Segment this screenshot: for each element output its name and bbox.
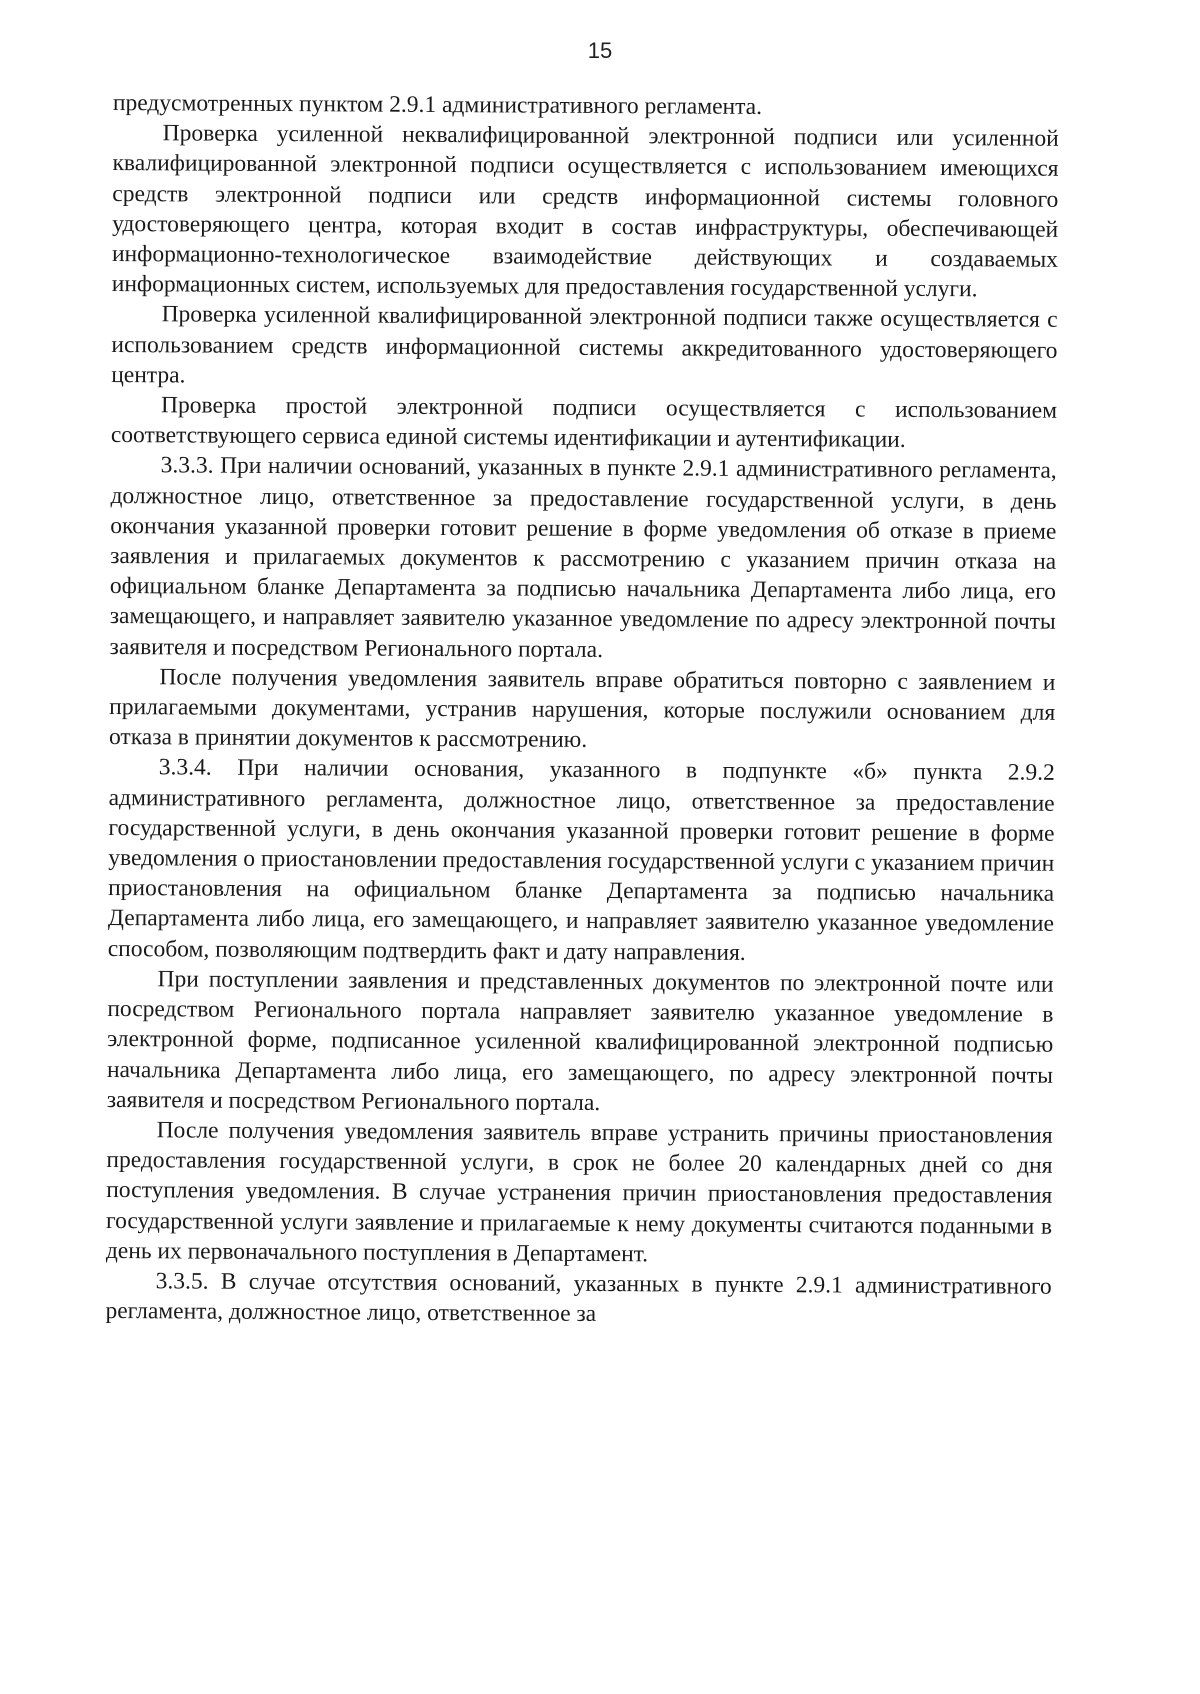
paragraph-3-3-3: 3.3.3. При наличии оснований, указанных в пункте 2.9.1 административного регламента, должностное лицо, ответственное за предоставление государственной услуги, в день окончания указанной проверки готовит решение в форме уведомления об отказе в приеме заявления и прилагаемых документов к рассмотрению с указанием причин отказа на официальном бланке Департамента за подписью начальника Департамента либо лица, его замещающего, и направляет заявителю указанное уведомление по адресу электронной почты заявителя и посредством Регионального портала.: [109, 452, 1057, 663]
paragraph-simple-signature-check: Проверка простой электронной подписи осуществляется с использованием соответствующего сервиса единой системы идентификации и аутентификации.: [110, 392, 1058, 454]
paragraph-electronic-notice: При поступлении заявления и представленных документов по электронной почте или посредством Регионального портала направляет заявителю указанное уведомление в электронной форме, подписанное усиленной квалифицированной электронной подписью начальника Департамента либо лица, его замещающего, по адресу электронной почты заявителя и посредством Регионального портала.: [106, 966, 1054, 1116]
document-body: [105, 88, 1059, 1332]
paragraph-after-refusal-notice: После получения уведомления заявитель вправе обратиться повторно с заявлением и прилагаемыми документами, устранив нарушения, которые послужили основанием для отказа в принятии документов к рассмотрению.: [108, 664, 1056, 754]
paragraph-3-3-5: 3.3.5. В случае отсутствия оснований, указанных в пункте 2.9.1 административного регламента, должностное лицо, ответственное за: [105, 1268, 1052, 1328]
paragraph-3-3-4: 3.3.4. При наличии основания, указанного в подпункте «б» пункта 2.9.2 административного регламента, должностное лицо, ответственное за предоставление государственной услуги, в день окончания указанной проверки готовит решение в форме уведомления о приостановлении предоставления государственной услуги с указанием причин приостановления на официальном бланке Департамента за подписью начальника Департамента либо лица, его замещающего, и направляет заявителю указанное уведомление способом, позволяющим подтвердить факт и дату направления.: [107, 754, 1055, 966]
paragraph-qualified-signature-check: Проверка усиленной квалифицированной электронной подписи также осуществляется с использованием средств информационной системы аккредитованного удостоверяющего центра.: [111, 301, 1058, 389]
paragraph-after-suspension-notice: После получения уведомления заявитель вправе устранить причины приостановления предоставления государственной услуги, в срок не более 20 календарных дней со дня поступления уведомления. В случае устранения причин приостановления предоставления государственной услуги заявление и прилагаемые к нему документы считаются поданными в день их первоначального поступления в Департамент.: [105, 1117, 1053, 1268]
paragraph-enhanced-signature-check: Проверка усиленной неквалифицированной электронной подписи или усиленной квалифицированной электронной подписи осуществляется с использованием имеющихся средств электронной подписи или средств информационной системы головного удостоверяющего центра, которая входит в состав инфраструктуры, обеспечивающей информационно-технологическое взаимодействие действующих и создаваемых информационных систем, используемых для предоставления государственной услуги.: [111, 120, 1059, 303]
paragraph-continuation: предусмотренных пунктом 2.9.1 административного регламента.: [112, 89, 763, 120]
page-number: 15: [587, 38, 613, 63]
